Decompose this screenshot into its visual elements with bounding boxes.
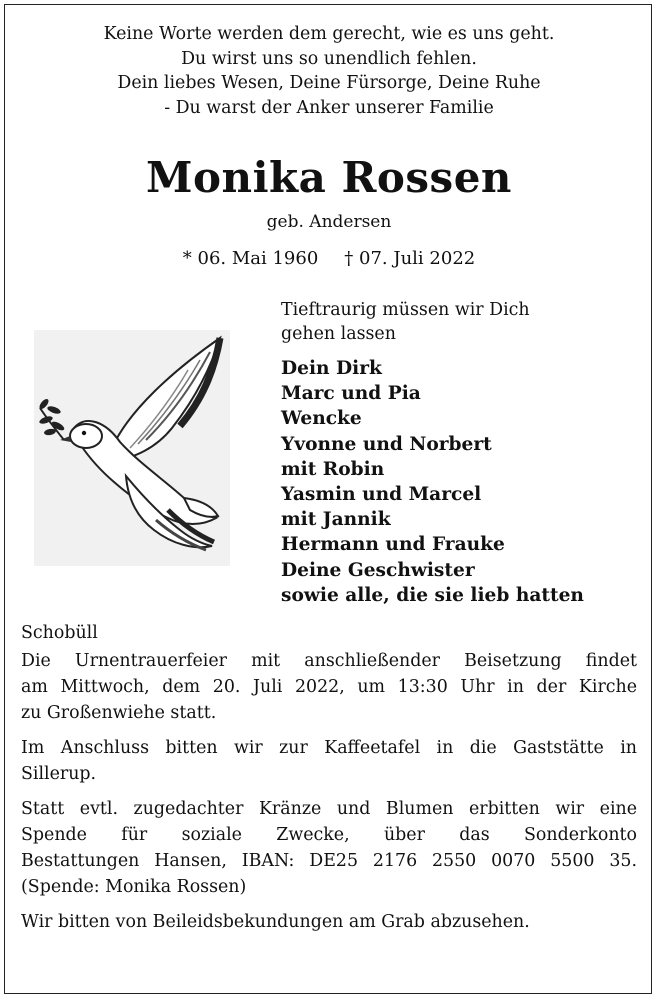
mourner-entry: mit Robin	[281, 458, 385, 480]
intro-line: Tieftraurig müssen wir Dich	[281, 300, 530, 320]
text-line: Im Anschluss bitten wir zur Kaffeetafel in die Gaststätte in	[21, 738, 637, 758]
birth-date: * 06. Mai 1960	[182, 248, 319, 269]
text-line: Statt evtl. zugedachter Kränze und Blumen erbitten wir eine	[21, 799, 637, 819]
text-line: zu Großenwiehe statt.	[21, 703, 217, 723]
text-line: Die Urnentrauerfeier mit anschließender Beisetzung findet	[21, 651, 637, 671]
birth-name: geb. Andersen	[266, 212, 392, 232]
mourner-entry: Dein Dirk	[281, 358, 382, 379]
poem-line: - Du warst der Anker unserer Familie	[164, 97, 494, 118]
mourner-entry: Yvonne und Norbert	[281, 433, 492, 455]
funeral-details	[21, 648, 637, 726]
text-line: Spende für soziale Zwecke, über das Sonderkonto	[21, 825, 637, 845]
dove-with-olive-branch-icon	[34, 330, 230, 566]
text-line: (Spende: Monika Rossen)	[21, 877, 247, 897]
death-date: † 07. Juli 2022	[344, 248, 476, 269]
mourner-entry: Marc und Pia	[281, 383, 421, 405]
mourner-entry: Deine Geschwister	[281, 559, 475, 581]
mourner-entry: Yasmin und Marcel	[281, 484, 482, 506]
text-line: Bestattungen Hansen, IBAN: DE25 2176 2550 0070 5500 35.	[21, 851, 637, 871]
place-name: Schobüll	[21, 623, 98, 643]
poem-line: Dein liebes Wesen, Deine Fürsorge, Deine Ruhe	[117, 73, 541, 93]
poem-line: Keine Worte werden dem gerecht, wie es uns geht.	[103, 24, 555, 44]
life-dates	[0, 246, 658, 272]
closing-note: Wir bitten von Beileidsbekundungen am Grab abzusehen.	[21, 912, 530, 932]
announcement-body	[21, 620, 637, 944]
mourner-entry: sowie alle, die sie lieb hatten	[281, 584, 584, 606]
intro-text	[281, 298, 530, 346]
mourner-entry: Hermann und Frauke	[281, 534, 505, 556]
intro-line: gehen lassen	[281, 324, 396, 344]
mourner-entry: Wencke	[281, 408, 362, 430]
coffee-details	[21, 735, 637, 787]
donation-details	[21, 796, 637, 900]
poem-line: Du wirst uns so unendlich fehlen.	[181, 48, 477, 69]
mourners-list	[281, 356, 584, 608]
text-line: Sillerup.	[21, 764, 97, 784]
poem	[0, 22, 658, 120]
text-line: am Mittwoch, dem 20. Juli 2022, um 13:30 Uhr in der Kirche	[21, 677, 637, 697]
mourner-entry: mit Jannik	[281, 509, 391, 531]
deceased-name: Monika Rossen	[146, 153, 512, 202]
